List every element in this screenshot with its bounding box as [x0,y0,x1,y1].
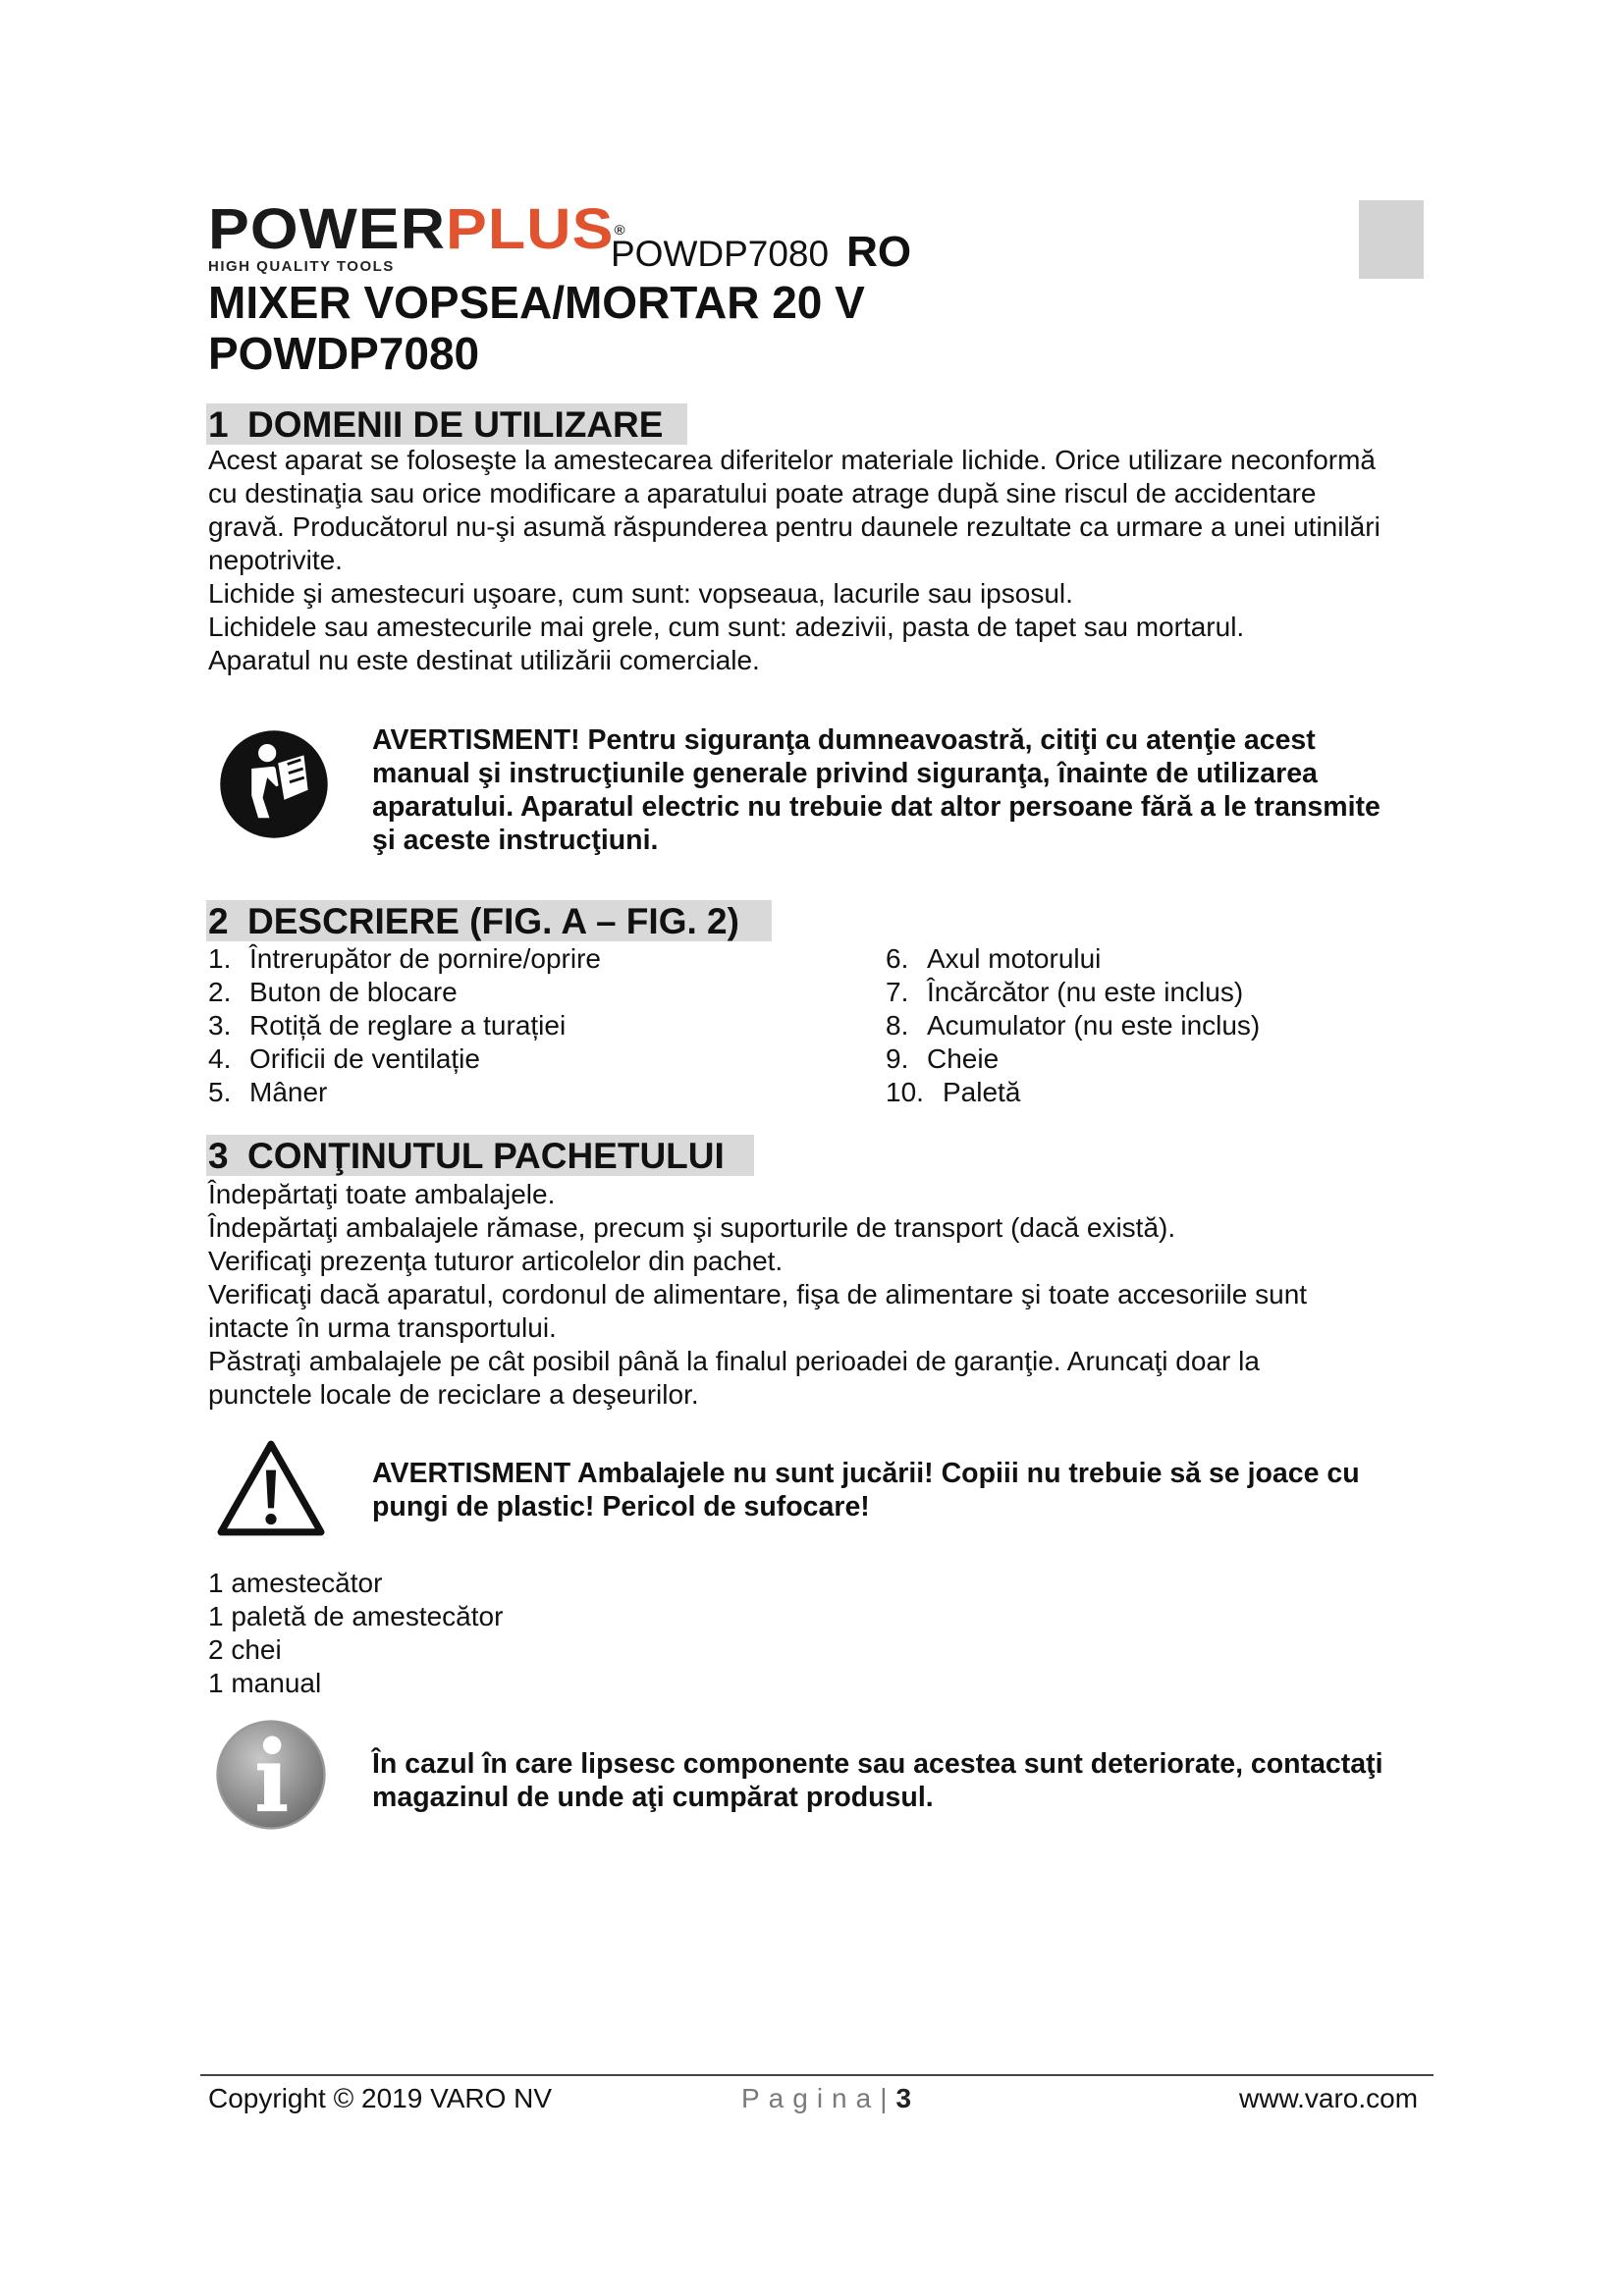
section-1-body [208,444,1475,677]
brand-logo [208,197,626,280]
footer-page-indicator [741,2083,911,2114]
section-3-info-line: magazinul de unde aţi cumpărat produsul. [372,1782,934,1813]
header-language: RO [846,228,912,276]
read-manual-icon [218,728,330,840]
package-content-item: 1 manual [208,1668,322,1698]
section-1-warning-line: manual şi instrucţiunile generale privind siguranţa, înainte de utilizarea [372,758,1318,789]
section-2-heading [206,900,772,941]
description-item: 9. Cheie [886,1043,1000,1074]
description-item: 4. Orificii de ventilație [208,1043,480,1074]
section-3-line: Îndepărtaţi toate ambalajele. [208,1179,556,1209]
header-model [611,228,911,277]
section-3-line: Îndepărtaţi ambalajele rămase, precum şi suporturile de transport (dacă există). [208,1212,1176,1243]
section-1-warning [372,723,1452,857]
description-list-left [208,942,601,1109]
description-item: 5. Mâner [208,1077,328,1107]
section-3-info [372,1747,1452,1814]
document-subtitle-model: POWDP7080 [208,328,480,379]
brand-word-plus: PLUS [446,197,615,261]
section-1-warning-line: şi aceste instrucţiuni. [372,825,659,856]
section-3-heading [206,1135,754,1176]
footer-divider [200,2074,1434,2076]
section-1-line: Aparatul nu este destinat utilizării comerciale. [208,645,760,675]
description-item: 3. Rotiță de reglare a turației [208,1010,567,1041]
description-item: 8. Acumulator (nu este inclus) [886,1010,1261,1041]
section-1-warning-line: AVERTISMENT! Pentru siguranţa dumneavoastră, citiţi cu atenţie acest [372,724,1316,756]
section-1-warning-line: aparatului. Aparatul electric nu trebuie dat altor persoane fără a le transmite [372,791,1380,823]
package-content-item: 1 amestecător [208,1568,383,1598]
section-3-info-line: În cazul în care lipsesc componente sau acestea sunt deteriorate, contactaţi [372,1748,1383,1780]
header-model-code: POWDP7080 [611,234,830,274]
section-2-title: DESCRIERE (FIG. A – FIG. 2) [247,901,739,941]
section-2-number: 2 [208,901,229,941]
footer-page-label: Pagina [741,2083,881,2113]
footer-copyright: Copyright © 2019 VARO NV [208,2083,553,2113]
brand-wordmark [208,197,626,261]
section-3-line: Verificaţi dacă aparatul, cordonul de alimentare, fişa de alimentare şi toate accesoriile sunt [208,1279,1308,1309]
section-1-number: 1 [208,404,229,445]
section-1-line: nepotrivite. [208,545,343,575]
section-1-line: Lichidele sau amestecurile mai grele, cum sunt: adezivii, pasta de tapet sau mortarul. [208,612,1245,642]
section-1-heading [206,403,687,445]
info-icon [214,1718,328,1832]
description-item: 1. Întrerupător de pornire/oprire [208,943,601,974]
footer-page-separator: | [880,2083,896,2113]
section-3-line: intacte în urma transportului. [208,1312,557,1343]
description-list-right [886,942,1260,1109]
section-3-title: CONŢINUTUL PACHETULUI [247,1136,725,1176]
section-3-warning [372,1457,1452,1523]
section-1-line: Lichide şi amestecuri uşoare, cum sunt: vopseaua, lacurile sau ipsosul. [208,578,1073,609]
section-1-line: Acest aparat se foloseşte la amestecarea diferitelor materiale lichide. Orice utilizare neconformă [208,445,1377,475]
section-3-body [208,1178,1475,1412]
footer-website: www.varo.com [1239,2083,1419,2113]
section-1-title: DOMENII DE UTILIZARE [247,404,664,445]
description-item: 6. Axul motorului [886,943,1102,974]
description-item: 2. Buton de blocare [208,977,458,1007]
brand-word-power: POWER [208,197,447,261]
footer-page-number: 3 [895,2083,912,2113]
package-content-item: 2 chei [208,1634,282,1665]
section-3-line: Păstraţi ambalajele pe cât posibil până la finalul perioadei de garanţie. Aruncaţi doar la [208,1346,1260,1376]
section-3-warning-line: pungi de plastic! Pericol de sufocare! [372,1491,870,1522]
section-1-line: cu destinaţia sau orice modificare a aparatului poate atrage după sine riscul de accidentare [208,478,1317,508]
section-3-line: punctele locale de reciclare a deşeurilor. [208,1379,699,1410]
description-item: 7. Încărcător (nu este inclus) [886,977,1244,1007]
section-3-line: Verificaţi prezenţa tuturor articolelor din pachet. [208,1246,784,1276]
description-item: 10. Paletă [886,1077,1021,1107]
package-content-item: 1 paletă de amestecător [208,1601,504,1631]
brand-tagline: HIGH QUALITY TOOLS [208,258,395,275]
section-1-line: gravă. Producătorul nu-şi asumă răspunderea pentru daunele rezultate ca urmare a unei utinilări [208,511,1380,542]
brand-registered-mark: ® [614,222,626,238]
warning-triangle-icon [216,1438,326,1538]
section-3-warning-line: AVERTISMENT Ambalajele nu sunt jucării! Copiii nu trebuie să se joace cu [372,1458,1360,1489]
section-3-number: 3 [208,1136,229,1176]
package-contents-list [208,1567,1475,1700]
corner-tab-marker [1359,200,1424,279]
document-title: MIXER VOPSEA/MORTAR 20 V [208,277,865,328]
